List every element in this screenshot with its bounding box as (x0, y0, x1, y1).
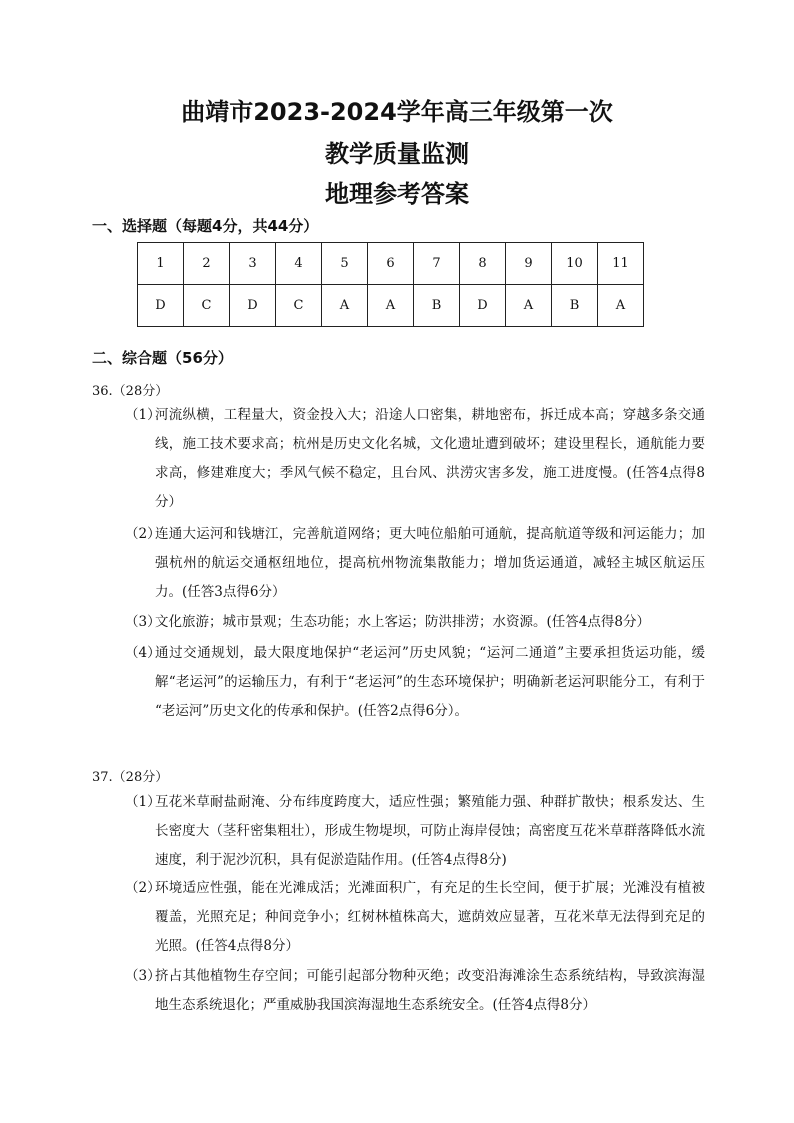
item-text: 连通大运河和钱塘江，完善航道网络；更大吨位船舶可通航，提高航道等级和河运能力；加强杭州的航运交通枢纽地位，提高杭州物流集散能力；增加货运通道，减轻主城区航运压力。(任答3点得6分） (155, 526, 705, 600)
question-number: 1 (138, 243, 184, 285)
question-number: 9 (506, 243, 552, 285)
question-number: 5 (322, 243, 368, 285)
question-number: 11 (598, 243, 644, 285)
answer-item-37-1 (125, 788, 705, 875)
answer-item-36-4 (125, 639, 705, 726)
answer-cell: D (460, 285, 506, 327)
question-number: 10 (552, 243, 598, 285)
item-number: （1） (125, 407, 161, 423)
question-37-heading: 37.（28分） (92, 770, 169, 785)
answer-item-36-1 (125, 401, 705, 517)
answer-table (137, 242, 644, 327)
answer-item-37-3 (125, 962, 705, 1020)
question-number: 8 (460, 243, 506, 285)
item-text: 互花米草耐盐耐淹、分布纬度跨度大，适应性强；繁殖能力强、种群扩散快；根系发达、生长密度大（茎秆密集粗壮），形成生物堤坝，可防止海岸侵蚀；高密度互花米草群落降低水流速度，利于泥沙沉积，具有促淤造陆作用。(任答4点得8分) (155, 794, 705, 868)
answer-cell: A (506, 285, 552, 327)
title-line-1: 曲靖市2023-2024学年高三年级第一次 (181, 98, 613, 126)
answer-cell: C (184, 285, 230, 327)
section-comprehensive-heading: 二、综合题（56分） (92, 349, 233, 367)
question-number: 3 (230, 243, 276, 285)
answer-cell: C (276, 285, 322, 327)
answer-table-number-row (138, 243, 644, 285)
answer-item-37-2 (125, 874, 705, 961)
answer-cell: A (598, 285, 644, 327)
item-number: （2） (125, 880, 161, 896)
title-line-2: 教学质量监测 (325, 140, 469, 168)
item-number: （2） (125, 526, 161, 542)
answer-item-36-2 (125, 520, 705, 607)
item-number: （3） (125, 968, 161, 984)
question-number: 6 (368, 243, 414, 285)
answer-cell: D (230, 285, 276, 327)
item-text: 通过交通规划，最大限度地保护“老运河”历史风貌；“运河二通道”主要承担货运功能，缓解“老运河”的运输压力，有利于“老运河”的生态环境保护；明确新老运河职能分工，有利于 “老运河”历史文化的传承和保护。(任答2点得6分）。 (155, 645, 705, 719)
title-line-3: 地理参考答案 (325, 180, 469, 208)
answer-cell: A (322, 285, 368, 327)
answer-cell: A (368, 285, 414, 327)
item-text: 环境适应性强，能在光滩成活；光滩面积广，有充足的生长空间，便于扩展；光滩没有植被覆盖，光照充足；种间竞争小；红树林植株高大，遮荫效应显著，互花米草无法得到充足的光照。(任答4点得8分） (155, 880, 705, 954)
answer-item-36-3 (125, 608, 705, 637)
item-number: （4） (125, 645, 161, 661)
section-choice-heading: 一、选择题（每题4分，共44分） (92, 217, 319, 235)
question-36-heading: 36.（28分） (92, 384, 169, 399)
answer-cell: D (138, 285, 184, 327)
item-number: （1） (125, 794, 161, 810)
answer-table-answer-row (138, 285, 644, 327)
question-number: 4 (276, 243, 322, 285)
answer-cell: B (552, 285, 598, 327)
answer-cell: B (414, 285, 460, 327)
item-text: 文化旅游；城市景观；生态功能；水上客运；防洪排涝；水资源。(任答4点得8分） (155, 614, 650, 630)
item-text: 挤占其他植物生存空间；可能引起部分物种灭绝；改变沿海滩涂生态系统结构，导致滨海湿地生态系统退化；严重威胁我国滨海湿地生态系统安全。(任答4点得8分） (155, 968, 705, 1013)
item-number: （3） (125, 614, 161, 630)
item-text: 河流纵横，工程量大，资金投入大；沿途人口密集，耕地密布，拆迁成本高；穿越多条交通线，施工技术要求高；杭州是历史文化名城，文化遗址遭到破坏；建设里程长，通航能力要求高，修建难度大；季风气候不稳定，且台风、洪涝灾害多发，施工进度慢。(任答4点得8分） (155, 407, 705, 510)
question-number: 2 (184, 243, 230, 285)
question-number: 7 (414, 243, 460, 285)
